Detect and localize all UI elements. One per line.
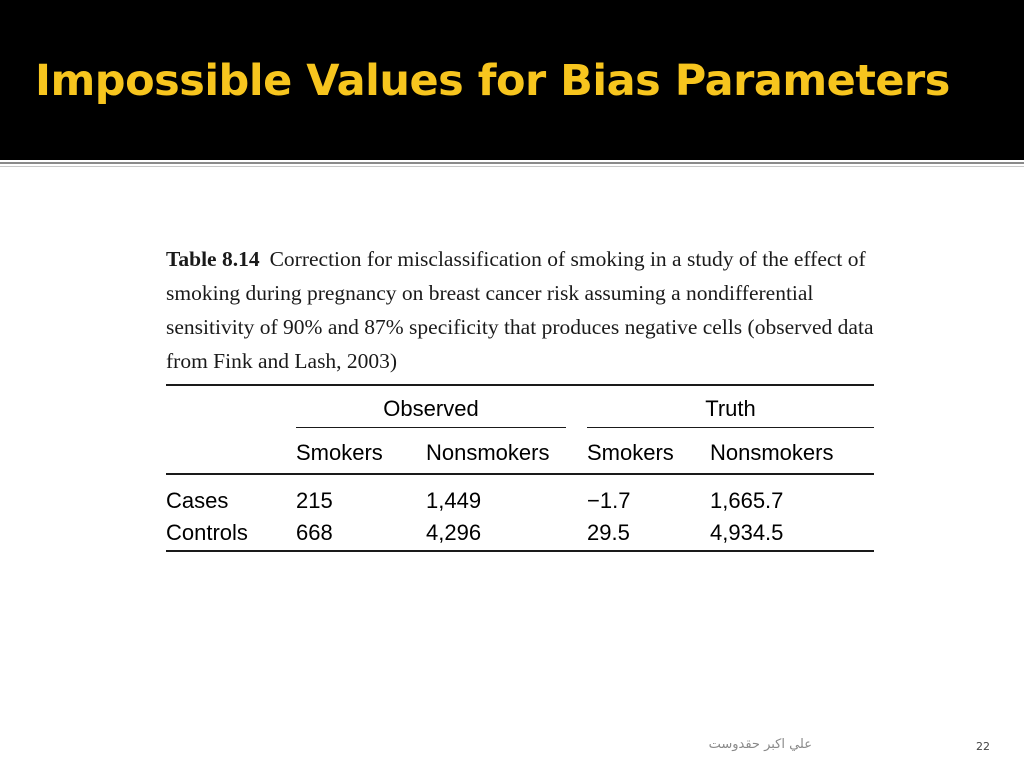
table-cell: 215 [296,488,333,513]
group-header-truth: Truth [705,396,756,421]
row-label: Cases [166,488,229,513]
truth-group-rule [587,427,874,428]
column-header: Nonsmokers [426,440,550,465]
slide-title: Impossible Values for Bias Parameters [35,56,950,106]
table-cell: 4,934.5 [710,520,784,545]
group-header-observed: Observed [383,396,479,421]
title-bar [0,0,1024,160]
table-cell: −1.7 [587,488,631,513]
table-cell: 1,665.7 [710,488,784,513]
table-caption [166,242,874,378]
row-label: Controls [166,520,248,545]
header-bottom-rule [166,473,874,475]
table-caption-text: Correction for misclassification of smoking in a study of the effect of smoking during pregnancy on breast cancer risk assuming a nondifferential sensitivity of 90% and 87% specificity that produces negative cells (observed data from Fink and Lash, 2003) [166,247,874,373]
table-bottom-rule [166,550,874,552]
table-top-rule [166,384,874,386]
table-cell: 29.5 [587,520,630,545]
footer-author: علي اكبر حقدوست [708,737,812,752]
table-block [166,242,874,378]
title-divider [0,162,1024,164]
table-cell: 668 [296,520,333,545]
title-divider-thin [0,166,1024,167]
table-cell: 4,296 [426,520,482,545]
column-header: Smokers [296,440,383,465]
page-number: 22 [976,740,990,753]
column-header: Nonsmokers [710,440,834,465]
table-cell: 1,449 [426,488,482,513]
observed-group-rule [296,427,566,428]
table-label: Table 8.14 [166,247,260,271]
column-header: Smokers [587,440,674,465]
